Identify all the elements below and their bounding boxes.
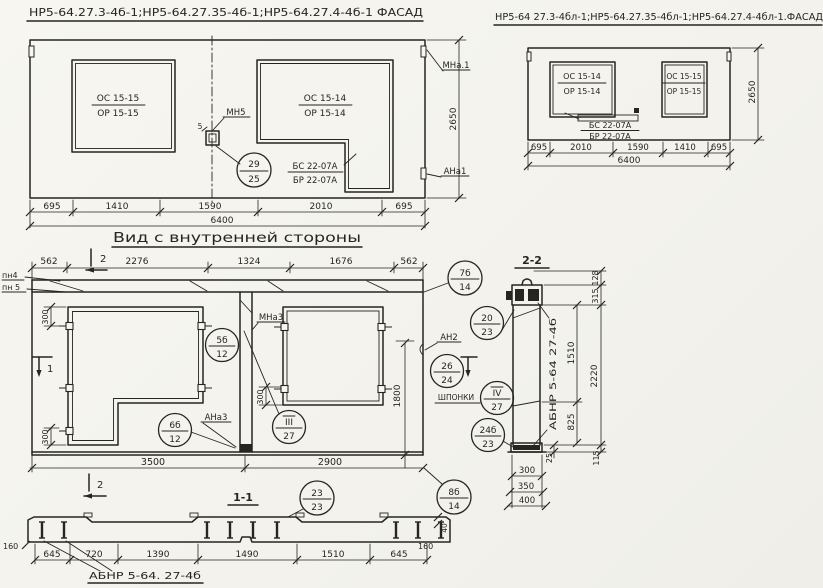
joint-mark xyxy=(727,52,731,61)
svg-text:1410: 1410 xyxy=(674,143,696,153)
inner-view-title: Вид с внутренней стороны xyxy=(113,231,361,246)
joint-mark xyxy=(421,46,426,57)
svg-text:27: 27 xyxy=(491,403,503,413)
facade-right-drawing xyxy=(494,12,823,170)
facade-right-sill xyxy=(565,108,639,141)
section-mark-2-top xyxy=(86,249,107,273)
label-shponki xyxy=(435,393,480,403)
svg-text:825: 825 xyxy=(567,413,577,431)
svg-text:20: 20 xyxy=(481,314,493,324)
svg-text:БР 22-07А: БР 22-07А xyxy=(292,176,338,186)
section-2-2-drawing xyxy=(504,254,606,510)
section-1-1-title: 1-1 xyxy=(233,491,253,504)
svg-text:6400: 6400 xyxy=(617,156,641,166)
label-ana3 xyxy=(191,413,236,448)
callout-5b-12 xyxy=(206,329,239,362)
dim-160-right: 160 xyxy=(418,542,434,551)
section-2-2-right-dims xyxy=(534,267,606,466)
svg-text:2650: 2650 xyxy=(449,107,459,131)
svg-text:315: 315 xyxy=(591,288,600,304)
facade-right-title: НР5-64 27.3-4бл-1;НР5-64.27.35-4бл-1;НР5-64.27.4-4бл-1.ФАСАД xyxy=(495,12,823,23)
svg-text:БС 22-07А: БС 22-07А xyxy=(292,162,338,172)
svg-text:6400: 6400 xyxy=(210,216,234,226)
svg-text:IV: IV xyxy=(492,389,502,399)
callout-6b-12 xyxy=(159,414,192,447)
joint-mark xyxy=(421,168,426,179)
svg-text:1: 1 xyxy=(47,364,54,375)
svg-text:562: 562 xyxy=(400,257,418,267)
facade-right-height-dim xyxy=(732,44,764,144)
dim-1800 xyxy=(393,339,414,468)
inner-view-top-dims xyxy=(28,257,427,280)
svg-text:6б: 6б xyxy=(169,421,181,431)
window-mark: ОС 15-14 xyxy=(303,94,347,104)
svg-text:24: 24 xyxy=(441,376,453,386)
svg-text:1324: 1324 xyxy=(237,257,261,267)
facade-left-bottom-dims xyxy=(26,200,429,230)
svg-text:АН2: АН2 xyxy=(440,333,458,343)
svg-text:5б: 5б xyxy=(216,336,228,346)
svg-text:562: 562 xyxy=(40,257,58,267)
facade-left-window-left xyxy=(72,60,175,152)
section-1-1-dims xyxy=(3,513,449,564)
svg-text:300: 300 xyxy=(256,389,265,405)
svg-text:МНа.1: МНа.1 xyxy=(442,61,470,71)
svg-text:23: 23 xyxy=(311,503,323,513)
section-mark-2-bottom xyxy=(84,474,106,499)
svg-text:2650: 2650 xyxy=(748,80,758,104)
facade-left-sill-label xyxy=(288,154,356,186)
svg-text:27: 27 xyxy=(283,432,295,442)
svg-text:3500: 3500 xyxy=(140,457,166,468)
svg-text:2220: 2220 xyxy=(590,364,600,388)
svg-text:300: 300 xyxy=(41,429,50,445)
svg-text:2010: 2010 xyxy=(570,143,592,153)
weld-mark xyxy=(634,108,639,113)
svg-text:2: 2 xyxy=(97,480,104,491)
svg-text:29: 29 xyxy=(248,160,260,170)
svg-text:23: 23 xyxy=(482,440,494,450)
svg-text:пн 5: пн 5 xyxy=(2,283,21,292)
svg-text:ОС 15-15: ОС 15-15 xyxy=(666,72,702,81)
svg-text:ОС 15-14: ОС 15-14 xyxy=(563,72,601,81)
svg-text:ШПОНКИ: ШПОНКИ xyxy=(437,393,475,402)
svg-text:25: 25 xyxy=(545,452,554,464)
svg-text:1590: 1590 xyxy=(198,202,222,212)
label-pn5 xyxy=(2,283,66,292)
callout-7b-14 xyxy=(424,261,482,295)
svg-text:1510: 1510 xyxy=(567,341,577,365)
facade-right-bottom-dims xyxy=(524,142,734,170)
svg-text:2: 2 xyxy=(100,254,107,265)
dim-160-left: 160 xyxy=(3,542,19,551)
svg-text:695: 695 xyxy=(43,202,61,212)
label-an2 xyxy=(420,333,461,355)
svg-text:300: 300 xyxy=(41,309,50,325)
dim-300-bottom-left xyxy=(41,424,66,449)
svg-text:350: 350 xyxy=(517,482,535,492)
facade-right-window-right xyxy=(662,62,707,117)
svg-text:695: 695 xyxy=(710,143,728,153)
svg-text:БР 22-07А: БР 22-07А xyxy=(589,132,631,141)
svg-text:26: 26 xyxy=(441,362,453,372)
svg-text:2900: 2900 xyxy=(317,457,343,468)
callout-iv-27 xyxy=(481,382,514,415)
label-ana1 xyxy=(427,167,469,177)
dim-5: 5 xyxy=(197,122,203,131)
svg-text:III: III xyxy=(285,418,293,428)
facade-left-drawing xyxy=(26,7,470,230)
svg-text:128: 128 xyxy=(591,270,600,286)
svg-text:300: 300 xyxy=(518,466,536,476)
svg-text:пн4: пн4 xyxy=(2,271,18,280)
facade-right-window-left xyxy=(550,62,615,117)
window-mark: ОС 15-15 xyxy=(96,94,140,104)
section-2-2-title: 2-2 xyxy=(522,254,542,267)
svg-text:1490: 1490 xyxy=(235,550,259,560)
svg-text:1410: 1410 xyxy=(105,202,129,212)
svg-text:ОР 15-15: ОР 15-15 xyxy=(666,87,702,96)
inner-view-drawing xyxy=(2,231,514,514)
section-2-2-part-label: АБНР 5-64 27-4б xyxy=(549,353,559,430)
callout-23-23 xyxy=(288,481,334,517)
svg-text:МНа3: МНа3 xyxy=(258,313,284,323)
svg-text:645: 645 xyxy=(43,550,61,560)
svg-text:115: 115 xyxy=(592,450,601,466)
inner-view-window-left xyxy=(59,307,212,445)
svg-text:14: 14 xyxy=(459,283,471,293)
dim-40: 40 xyxy=(440,523,449,533)
svg-text:695: 695 xyxy=(530,143,548,153)
svg-text:24б: 24б xyxy=(479,426,497,436)
callout-20-23 xyxy=(471,307,515,340)
svg-text:8б: 8б xyxy=(448,488,460,498)
svg-text:ОР 15-14: ОР 15-14 xyxy=(563,87,601,96)
svg-text:1390: 1390 xyxy=(146,550,170,560)
svg-text:1676: 1676 xyxy=(329,257,353,267)
section-1-1-profile xyxy=(28,513,450,542)
joint-mark xyxy=(527,52,531,61)
section-2-2-body xyxy=(513,303,559,446)
window-mark: ОР 15-15 xyxy=(97,109,139,119)
dim-300-right-window xyxy=(256,383,283,409)
svg-text:695: 695 xyxy=(395,202,413,212)
svg-text:1800: 1800 xyxy=(393,384,403,408)
callout-26-24 xyxy=(431,355,464,388)
svg-text:7б: 7б xyxy=(459,269,471,279)
svg-text:25: 25 xyxy=(248,175,260,185)
callout-24b-23 xyxy=(472,419,514,452)
svg-text:400: 400 xyxy=(518,496,536,506)
section-1-1-drawing xyxy=(3,481,450,583)
svg-text:12: 12 xyxy=(216,350,228,360)
label-mn5: МН5 xyxy=(226,108,246,118)
svg-text:23: 23 xyxy=(481,328,493,338)
section-mark-1-left xyxy=(32,357,53,377)
svg-text:2010: 2010 xyxy=(309,202,333,212)
svg-text:720: 720 xyxy=(85,550,103,560)
callout-8b-14 xyxy=(424,468,471,514)
section-2-2-bottom-dims xyxy=(504,455,550,510)
facade-left-title: НР5-64.27.3-4б-1;НР5-64.27.35-4б-1;НР5-64.27.4-4б-1 ФАСАД xyxy=(29,7,423,19)
joint-mark xyxy=(29,46,34,57)
svg-text:14: 14 xyxy=(448,502,460,512)
svg-text:1510: 1510 xyxy=(321,550,345,560)
svg-text:АНа3: АНа3 xyxy=(204,413,228,423)
svg-text:БС 22-07А: БС 22-07А xyxy=(588,121,632,130)
mn5-detail xyxy=(198,108,250,164)
svg-text:1590: 1590 xyxy=(627,143,649,153)
svg-text:АБНР 5-64. 27-4б: АБНР 5-64. 27-4б xyxy=(89,571,201,582)
window-mark: ОР 15-14 xyxy=(304,109,346,119)
svg-text:АНа1: АНа1 xyxy=(443,167,467,177)
callout-29-25 xyxy=(237,153,271,187)
svg-text:12: 12 xyxy=(169,435,181,445)
inner-view-window-right xyxy=(274,307,392,405)
svg-text:645: 645 xyxy=(390,550,408,560)
section-2-2-top-flange xyxy=(506,279,542,305)
label-mna1 xyxy=(427,50,470,71)
joint-strip xyxy=(240,292,252,452)
svg-text:23: 23 xyxy=(311,489,323,499)
svg-text:2276: 2276 xyxy=(125,257,149,267)
inner-view-bottom-dims xyxy=(28,456,427,472)
